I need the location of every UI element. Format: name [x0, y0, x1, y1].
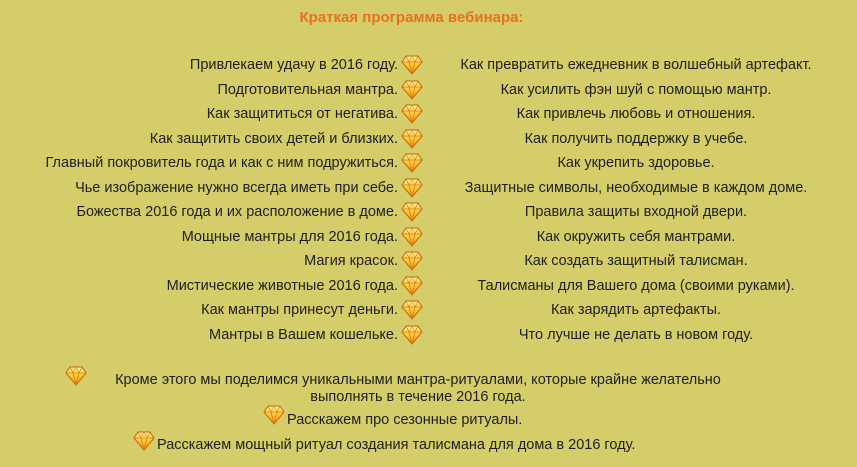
list-item-left: Как мантры принесут деньги. — [201, 302, 398, 318]
list-item-left: Мантры в Вашем кошельке. — [208, 326, 398, 343]
list-row — [0, 153, 857, 178]
list-item-right: Защитные символы, необходимые в каждом доме. — [464, 179, 808, 196]
list-item-right: Как превратить ежедневник в волшебный артефакт. — [460, 57, 812, 73]
list-item-right: Как создать защитный талисман. — [524, 253, 748, 269]
diamond-icon — [401, 153, 423, 173]
diamond-icon — [401, 104, 423, 124]
list-item-left: Как защититься от негатива. — [206, 106, 398, 122]
diamond-icon — [401, 55, 423, 75]
list-row — [0, 55, 857, 80]
list-row — [0, 227, 857, 252]
list-item-right: Как окружить себя мантрами. — [536, 228, 736, 245]
list-item-left: Главный покровитель года и как с ним подружиться. — [45, 155, 398, 171]
list-item-left: Божества 2016 года и их расположение в доме. — [76, 204, 398, 220]
list-row — [0, 276, 857, 301]
diamond-icon — [401, 325, 423, 345]
list-row — [0, 202, 857, 227]
list-item-right: Как укрепить здоровье. — [557, 155, 715, 171]
list-item-left: Чье изображение нужно всегда иметь при себе. — [75, 179, 398, 196]
diamond-icon — [133, 431, 155, 451]
diamond-icon — [401, 202, 423, 222]
list-row — [0, 325, 857, 350]
list-item-left: Мощные мантры для 2016 года. — [181, 228, 398, 245]
bonus-text: Расскажем про сезонные ритуалы. — [287, 412, 523, 428]
diamond-icon — [401, 227, 423, 247]
list-item-left: Привлекаем удачу в 2016 году. — [189, 57, 398, 73]
list-item-left: Подготовительная мантра. — [217, 81, 398, 98]
page-title: Краткая программа вебинара: — [299, 9, 524, 26]
list-item-right: Как усилить фэн шуй с помощью мантр. — [500, 81, 772, 98]
list-item-left: Магия красок. — [304, 253, 398, 269]
list-item-right: Правила защиты входной двери. — [524, 204, 748, 220]
diamond-icon — [263, 405, 285, 425]
diamond-icon — [401, 300, 423, 320]
list-item-left: Мистические животные 2016 года. — [166, 277, 398, 294]
program-list — [0, 55, 857, 349]
diamond-icon — [401, 80, 423, 100]
list-item-right: Как привлечь любовь и отношения. — [516, 106, 756, 122]
diamond-icon — [65, 366, 87, 386]
list-row — [0, 178, 857, 203]
list-row — [0, 104, 857, 129]
bonus-text: Расскажем мощный ритуал создания талисмана для дома в 2016 году. — [157, 437, 636, 453]
list-row — [0, 251, 857, 276]
bonus-text: Кроме этого мы поделимся уникальными мантра-ритуалами, которые крайне желательно выполнять в течение 2016 года. — [115, 372, 721, 405]
list-item-right: Как получить поддержку в учебе. — [524, 130, 748, 147]
diamond-icon — [401, 129, 423, 149]
list-item-right: Талисманы для Вашего дома (своими руками). — [477, 277, 795, 294]
list-item-right: Как зарядить артефакты. — [550, 302, 722, 318]
diamond-icon — [401, 178, 423, 198]
diamond-icon — [401, 251, 423, 271]
list-row — [0, 80, 857, 105]
list-row — [0, 129, 857, 154]
list-item-left: Как защитить своих детей и близких. — [149, 130, 398, 147]
diamond-icon — [401, 276, 423, 296]
list-item-right: Что лучше не делать в новом году. — [518, 326, 754, 343]
list-row — [0, 300, 857, 325]
